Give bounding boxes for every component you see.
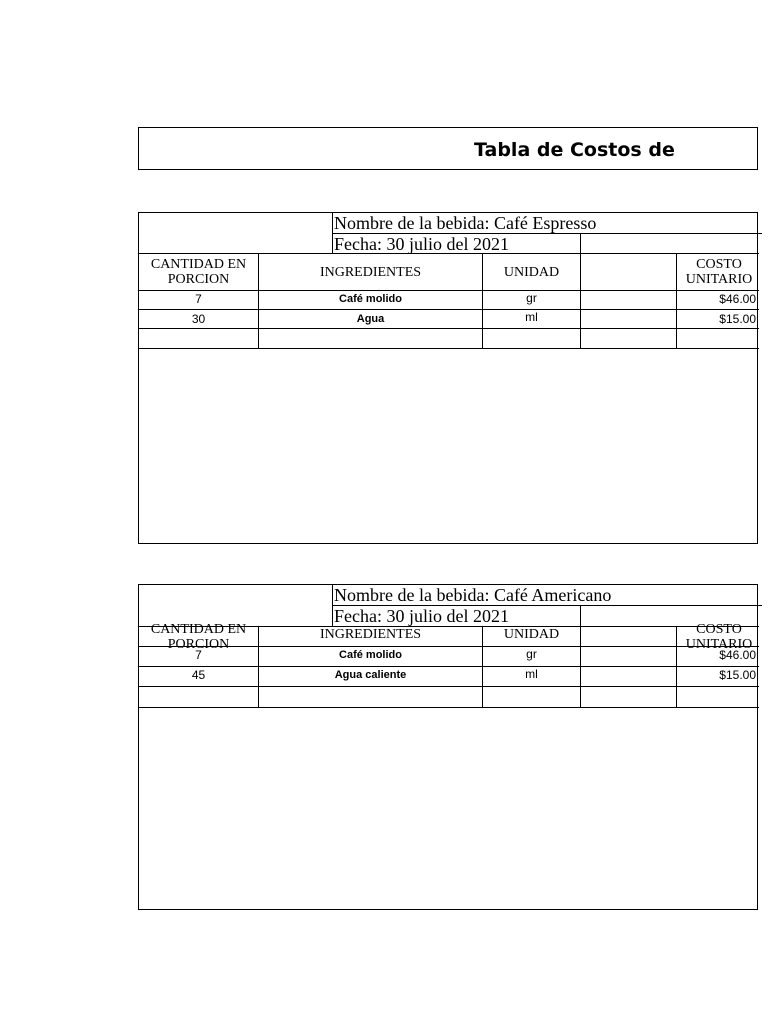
cell-costo: $15.00 — [719, 312, 756, 326]
header-cantidad: CANTIDAD EN PORCION — [150, 621, 247, 652]
title-box — [138, 127, 758, 170]
header-ingredientes: INGREDIENTES — [319, 627, 422, 642]
cell-unidad: gr — [526, 291, 537, 305]
cell-unidad: ml — [525, 310, 538, 324]
cell-cantidad: 7 — [195, 648, 202, 662]
cell-ingrediente: Café molido — [339, 293, 402, 305]
cell-costo: $46.00 — [719, 648, 756, 662]
cell-unidad: gr — [526, 647, 537, 661]
cell-cantidad: 7 — [195, 292, 202, 306]
cell-unidad: ml — [525, 667, 538, 681]
header-unidad: UNIDAD — [503, 627, 560, 642]
cost-table-espresso — [138, 212, 758, 544]
cell-ingrediente: Agua — [356, 313, 385, 325]
date-label: Fecha: 30 julio del 2021 — [334, 234, 509, 254]
drink-name: Nombre de la bebida: Café Americano — [334, 585, 612, 605]
header-costo: COSTO UNITARIO — [685, 257, 753, 287]
cell-costo: $46.00 — [719, 292, 756, 306]
cell-costo: $15.00 — [719, 668, 756, 682]
header-ingredientes: INGREDIENTES — [319, 264, 422, 280]
cell-ingrediente: Agua caliente — [334, 669, 407, 681]
header-costo: COSTO UNITARIO — [685, 621, 753, 652]
drink-name: Nombre de la bebida: Café Espresso — [334, 213, 597, 233]
page-title: Tabla de Costos de — [474, 139, 675, 161]
cell-cantidad: 30 — [191, 312, 206, 326]
cost-table-americano — [138, 584, 758, 910]
date-label: Fecha: 30 julio del 2021 — [334, 606, 509, 626]
cell-cantidad: 45 — [191, 668, 206, 682]
cell-ingrediente: Café molido — [339, 649, 402, 661]
header-cantidad: CANTIDAD EN PORCION — [150, 257, 247, 287]
header-unidad: UNIDAD — [503, 264, 560, 280]
